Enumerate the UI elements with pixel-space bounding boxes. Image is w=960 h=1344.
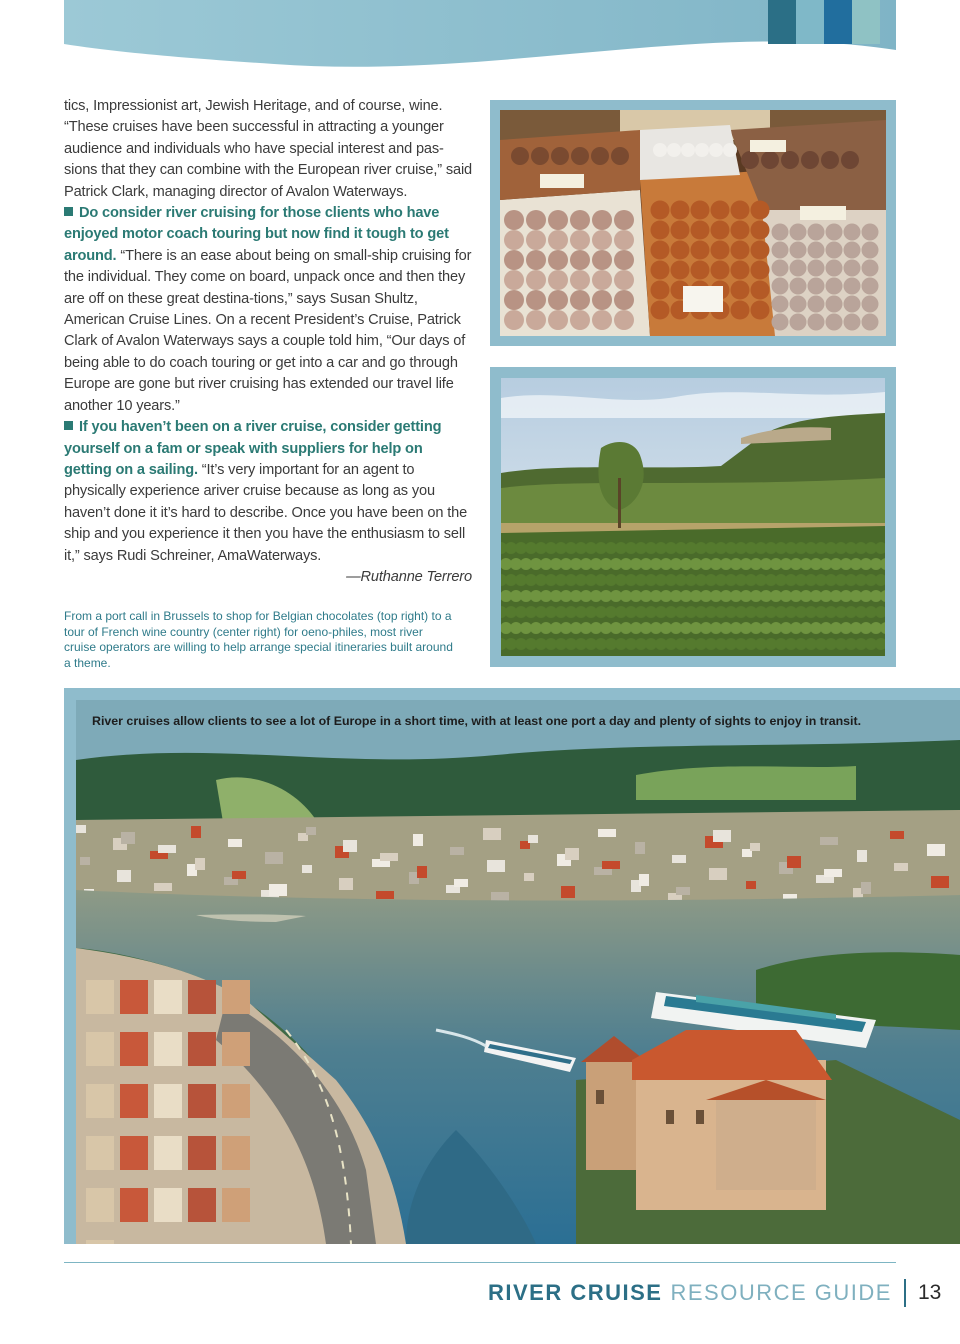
tip-body-fam-trip: “It’s very important for an agent to physically experience ariver cruise because as long as you haven’t done it it’s hard to describe. Once you have been on the ship and you experience it then you have the enthusiasm to sell it,” says Rudi Schreiner, AmaWaterways. — [64, 461, 468, 564]
header-color-swatches — [768, 0, 880, 44]
page-number: 13 — [917, 1281, 942, 1304]
article-body — [64, 96, 472, 588]
tip-lead-coach-touring: Do consider river cruising for those clients who have enjoyed motor coach touring but now find it tough to get around. — [64, 205, 449, 264]
article-paragraph-3 — [64, 417, 472, 567]
swatch-4 — [852, 0, 880, 44]
square-bullet-icon — [64, 207, 73, 216]
tip-lead-fam-trip: If you haven’t been on a river cruise, consider getting yourself on a fam or speak with suppliers for help on getting on a sailing. — [64, 419, 442, 478]
byline: —Ruthanne Terrero — [346, 568, 472, 585]
square-bullet-icon — [64, 421, 73, 430]
swatch-2 — [796, 0, 824, 44]
footer-separator — [904, 1279, 906, 1307]
tip-body-coach-touring: “There is an ease about being on small-ship cruising for the individual. They come on board, unpack once and then they are off on these great destina-tions,” says Susan Shultz, American Cruise Lines. On a recent President’s Cruise, Patrick Clark of Avalon Waterways says a couple told him, “Our days of being able to do coach touring or get into a car and go through Europe are gone but river cruising has extended our travel life another 10 years.” — [64, 247, 472, 414]
article-paragraph-1: tics, Impressionist art, Jewish Heritage, and of course, wine. “These cruises have been successful in attracting a younger audience and individuals who have special interest and pas-sions that they can combine with the European river cruise,” said Patrick Clark, managing director of Avalon Waterways. — [64, 98, 473, 200]
footer-rule — [64, 1262, 896, 1263]
swatch-1 — [768, 0, 796, 44]
chocolates-photo — [490, 100, 896, 346]
swatch-3 — [824, 0, 852, 44]
river-panorama-photo — [64, 688, 960, 1244]
river-photo-caption: River cruises allow clients to see a lot of Europe in a short time, with at least one port a day and plenty of sights to enjoy in transit. — [92, 714, 862, 728]
footer-title-bold: RIVER CRUISE — [488, 1280, 663, 1305]
footer-title-light: RESOURCE GUIDE — [670, 1280, 892, 1305]
footer — [488, 1276, 941, 1310]
article-paragraph-2 — [64, 203, 472, 417]
photo-caption: From a port call in Brussels to shop for Belgian chocolates (top right) to a tour of French wine country (center right) for oeno-philes, most river cruise operators are willing to help arrange special itineraries built around a theme. — [64, 609, 453, 670]
vineyard-photo — [490, 367, 896, 667]
